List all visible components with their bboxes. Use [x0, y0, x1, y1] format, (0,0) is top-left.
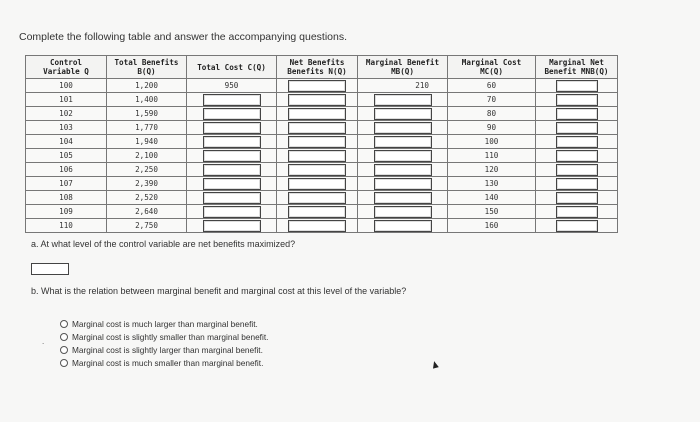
cell-q: 102 [26, 107, 107, 121]
radio-icon[interactable] [60, 359, 68, 367]
c-input[interactable] [203, 136, 261, 148]
header-total-cost: Total Cost C(Q) [187, 56, 277, 79]
question-a-text: a. At what level of the control variable are net benefits maximized? [31, 239, 296, 249]
cell-b: 2,100 [107, 149, 187, 163]
cell-q: 110 [26, 219, 107, 233]
header-marginal-net-benefit: Marginal Net Benefit MNB(Q) [536, 56, 618, 79]
cell-c-input-cell [187, 205, 277, 219]
cell-c-input-cell [187, 219, 277, 233]
table-row [26, 219, 618, 233]
answer-b-options [60, 317, 268, 369]
cell-n-input-cell [277, 79, 358, 93]
radio-icon[interactable] [60, 346, 68, 354]
cell-n-input-cell [277, 219, 358, 233]
cell-b: 1,770 [107, 121, 187, 135]
cell-mb-input-cell [358, 191, 448, 205]
table-row [26, 149, 618, 163]
cell-mnb-input-cell [536, 163, 618, 177]
cell-n-input-cell [277, 93, 358, 107]
c-input[interactable] [203, 164, 261, 176]
question-b-text: b. What is the relation between marginal benefit and marginal cost at this level of the variable? [31, 286, 407, 296]
cell-b: 2,640 [107, 205, 187, 219]
cell-mb-input-cell [358, 93, 448, 107]
cell-mb-input-cell [358, 107, 448, 121]
cell-b: 2,750 [107, 219, 187, 233]
cell-b: 1,940 [107, 135, 187, 149]
cell-mnb-input-cell [536, 107, 618, 121]
stray-dot: . [42, 337, 45, 346]
cell-mnb-input-cell [536, 177, 618, 191]
cell-q: 106 [26, 163, 107, 177]
cell-mc: 140 [448, 191, 536, 205]
cell-n-input-cell [277, 107, 358, 121]
cell-mc: 70 [448, 93, 536, 107]
cell-n-input-cell [277, 121, 358, 135]
c-input[interactable] [203, 178, 261, 190]
n-input[interactable] [288, 164, 346, 176]
n-input[interactable] [288, 80, 346, 92]
header-marginal-benefit: Marginal Benefit MB(Q) [358, 56, 448, 79]
mb-input[interactable] [374, 164, 432, 176]
cell-mc: 80 [448, 107, 536, 121]
mb-input[interactable] [374, 206, 432, 218]
cell-mb-input-cell [358, 121, 448, 135]
cell-mnb-input-cell [536, 149, 618, 163]
c-input[interactable] [203, 150, 261, 162]
cell-n-input-cell [277, 149, 358, 163]
cell-b: 1,200 [107, 79, 187, 93]
n-input[interactable] [288, 94, 346, 106]
mnb-input[interactable] [556, 80, 598, 92]
cell-mnb-input-cell [536, 93, 618, 107]
cell-mc: 120 [448, 163, 536, 177]
table-row [26, 191, 618, 205]
cell-b: 2,250 [107, 163, 187, 177]
radio-icon[interactable] [60, 320, 68, 328]
mnb-input[interactable] [556, 206, 598, 218]
cell-mb-input-cell [358, 163, 448, 177]
cell-q: 107 [26, 177, 107, 191]
option-label: Marginal cost is much larger than marginal benefit. [72, 318, 258, 329]
header-total-benefits: Total Benefits B(Q) [107, 56, 187, 79]
cell-q: 103 [26, 121, 107, 135]
cell-mb-input-cell [358, 177, 448, 191]
mb-input[interactable] [374, 136, 432, 148]
mnb-input[interactable] [556, 94, 598, 106]
mnb-input[interactable] [556, 220, 598, 232]
c-input[interactable] [203, 192, 261, 204]
option-label: Marginal cost is slightly smaller than marginal benefit. [72, 331, 269, 342]
mouse-cursor-icon [431, 360, 439, 368]
table-row [26, 93, 618, 107]
cell-q: 108 [26, 191, 107, 205]
c-input[interactable] [203, 122, 261, 134]
cell-mc: 150 [448, 205, 536, 219]
table-row [26, 177, 618, 191]
mnb-input[interactable] [556, 108, 598, 120]
mb-input[interactable] [374, 220, 432, 232]
mb-input[interactable] [374, 94, 432, 106]
cell-mc: 90 [448, 121, 536, 135]
table-row [26, 121, 618, 135]
table-row [26, 135, 618, 149]
cell-b: 1,590 [107, 107, 187, 121]
cell-n-input-cell [277, 177, 358, 191]
option-1[interactable] [60, 330, 268, 343]
cell-c-input-cell [187, 149, 277, 163]
mb-input[interactable] [374, 108, 432, 120]
mnb-input[interactable] [556, 122, 598, 134]
cell-b: 2,390 [107, 177, 187, 191]
cell-n-input-cell [277, 205, 358, 219]
c-input[interactable] [203, 220, 261, 232]
cell-mc: 130 [448, 177, 536, 191]
cell-mnb-input-cell [536, 219, 618, 233]
cell-n-input-cell [277, 135, 358, 149]
cell-c-input-cell [187, 177, 277, 191]
cell-c-input-cell [187, 135, 277, 149]
cell-c-input-cell [187, 121, 277, 135]
cell-q: 109 [26, 205, 107, 219]
radio-icon[interactable] [60, 333, 68, 341]
option-label: Marginal cost is much smaller than marginal benefit. [72, 357, 264, 368]
n-input[interactable] [288, 192, 346, 204]
c-input[interactable] [203, 206, 261, 218]
c-input[interactable] [203, 94, 261, 106]
cell-mnb-input-cell [536, 205, 618, 219]
cell-mc: 160 [448, 219, 536, 233]
n-input[interactable] [288, 108, 346, 120]
n-input[interactable] [288, 220, 346, 232]
header-control-variable: Control Variable Q [26, 56, 107, 79]
mnb-input[interactable] [556, 150, 598, 162]
mnb-input[interactable] [556, 178, 598, 190]
table-header-row [26, 56, 618, 79]
cell-c: 950 [187, 79, 277, 93]
cell-n-input-cell [277, 163, 358, 177]
n-input[interactable] [288, 178, 346, 190]
table-row [26, 163, 618, 177]
cell-q: 105 [26, 149, 107, 163]
cell-mnb-input-cell [536, 79, 618, 93]
mnb-input[interactable] [556, 164, 598, 176]
mnb-input[interactable] [556, 136, 598, 148]
mb-input[interactable] [374, 192, 432, 204]
cell-mnb-input-cell [536, 191, 618, 205]
n-input[interactable] [288, 136, 346, 148]
n-input[interactable] [288, 206, 346, 218]
cell-mb-input-cell [358, 205, 448, 219]
option-label: Marginal cost is slightly larger than marginal benefit. [72, 344, 263, 355]
mb-input[interactable] [374, 150, 432, 162]
cell-q: 100 [26, 79, 107, 93]
option-2[interactable] [60, 343, 268, 356]
cell-c-input-cell [187, 93, 277, 107]
cell-c-input-cell [187, 191, 277, 205]
cell-b: 2,520 [107, 191, 187, 205]
cell-b: 1,400 [107, 93, 187, 107]
n-input[interactable] [288, 122, 346, 134]
header-net-benefits: Net Benefits Benefits N(Q) [277, 56, 358, 79]
option-3[interactable] [60, 356, 268, 369]
c-input[interactable] [203, 108, 261, 120]
mb-input[interactable] [374, 122, 432, 134]
table-row [26, 79, 618, 93]
cell-mb-input-cell [358, 135, 448, 149]
cell-mc: 60 [448, 79, 536, 93]
table-row [26, 205, 618, 219]
header-marginal-cost: Marginal Cost MC(Q) [448, 56, 536, 79]
mnb-input[interactable] [556, 192, 598, 204]
mb-input[interactable] [374, 178, 432, 190]
instructions-text: Complete the following table and answer the accompanying questions. [19, 31, 348, 43]
answer-a-input[interactable] [31, 263, 69, 275]
cell-c-input-cell [187, 107, 277, 121]
benefits-cost-table [25, 55, 618, 233]
cell-c-input-cell [187, 163, 277, 177]
cell-mc: 100 [448, 135, 536, 149]
cell-mnb-input-cell [536, 135, 618, 149]
table-row [26, 107, 618, 121]
cell-mc: 110 [448, 149, 536, 163]
n-input[interactable] [288, 150, 346, 162]
cell-q: 104 [26, 135, 107, 149]
cell-mnb-input-cell [536, 121, 618, 135]
cell-mb-input-cell [358, 219, 448, 233]
cell-n-input-cell [277, 191, 358, 205]
option-0[interactable] [60, 317, 268, 330]
cell-q: 101 [26, 93, 107, 107]
cell-mb-input-cell [358, 149, 448, 163]
cell-mb: 210 [358, 79, 448, 93]
